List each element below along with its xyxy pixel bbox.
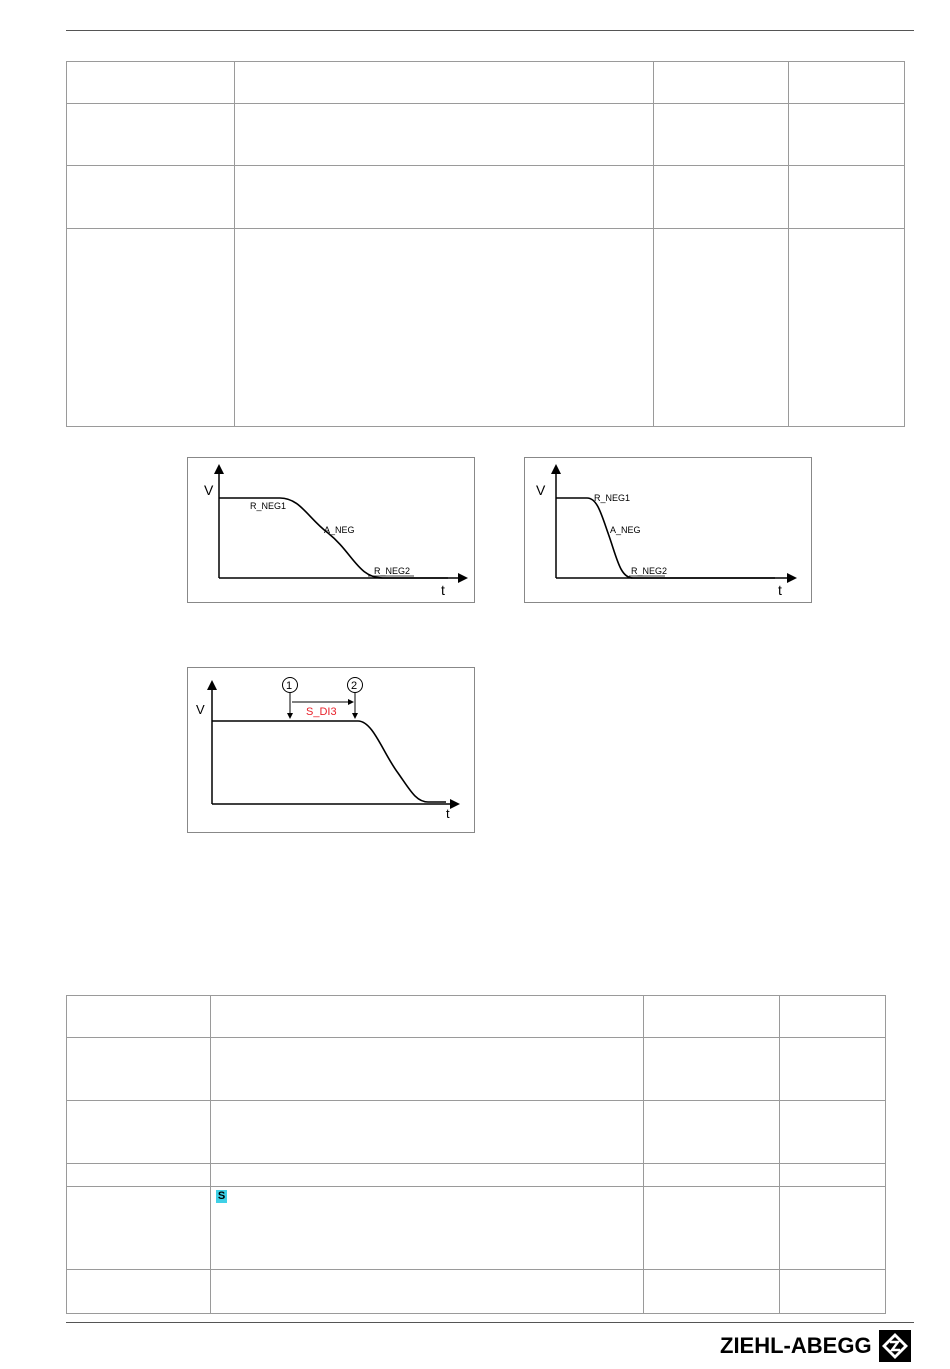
- parameter-table-bottom: [66, 995, 886, 1314]
- interval-arrow: [348, 699, 354, 705]
- t-axis-arrow: [450, 799, 460, 809]
- brand-logo: [720, 1328, 912, 1364]
- brand-mark-icon: [878, 1329, 912, 1363]
- table-row: [67, 229, 905, 427]
- label-a-neg: A_NEG: [610, 525, 641, 535]
- marker-1-arrow: [287, 713, 293, 719]
- marker-2-arrow: [352, 713, 358, 719]
- label-a-neg: A_NEG: [324, 525, 355, 535]
- ramp-diagram-fast: [524, 457, 812, 603]
- t-axis-label: t: [778, 582, 782, 598]
- table-row: [67, 996, 886, 1038]
- label-r-neg1: R_NEG1: [594, 493, 631, 503]
- brand-name: ZIEHL-ABEGG: [720, 1333, 872, 1358]
- table-row: [67, 1187, 886, 1270]
- footer-rule: [66, 1322, 914, 1323]
- v-axis-label: V: [536, 482, 546, 498]
- delay-diagram: [187, 667, 475, 833]
- highlight-marker: S: [217, 1190, 226, 1202]
- v-axis-label: V: [196, 702, 205, 717]
- table-row: [67, 166, 905, 229]
- t-axis-label: t: [441, 582, 445, 598]
- header-rule: [66, 30, 914, 31]
- parameter-table-top: [66, 61, 905, 427]
- table-row: [67, 1270, 886, 1314]
- ramp-diagram-slow: [187, 457, 475, 603]
- speed-curve: [212, 721, 446, 802]
- v-axis-arrow: [207, 680, 217, 690]
- t-axis-arrow: [787, 573, 797, 583]
- table-row: [67, 1101, 886, 1164]
- table-row: [67, 62, 905, 104]
- label-r-neg2: R_NEG2: [631, 566, 668, 576]
- label-r-neg1: R_NEG1: [250, 501, 287, 511]
- label-r-neg2: R_NEG2: [374, 566, 411, 576]
- marker-1-label: 1: [286, 680, 293, 692]
- table-row: [67, 1038, 886, 1101]
- interval-label: S_DI3: [306, 706, 337, 718]
- v-axis-label: V: [204, 482, 214, 498]
- t-axis-arrow: [458, 573, 468, 583]
- v-axis-arrow: [214, 464, 224, 474]
- t-axis-label: t: [446, 806, 450, 821]
- table-row: [67, 1164, 886, 1187]
- marker-2-label: 2: [351, 680, 358, 692]
- table-row: [67, 104, 905, 166]
- v-axis-arrow: [551, 464, 561, 474]
